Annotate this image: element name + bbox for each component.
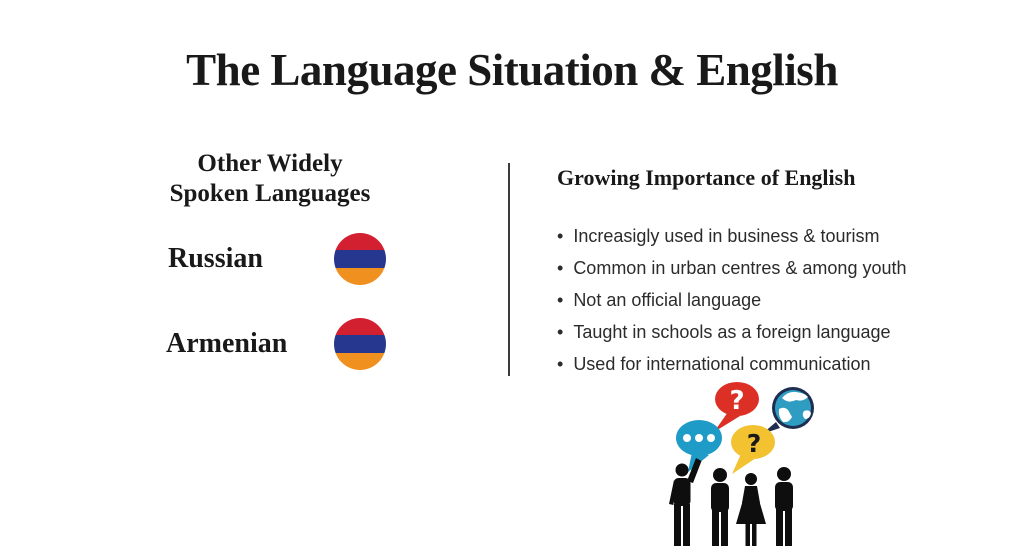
question-mark: ? [746,429,762,458]
person-waving-silhouette [669,458,702,546]
dot [707,434,715,442]
flag-stripe-blue [334,335,386,352]
armenian-flag-icon [334,233,386,285]
question-bubble-yellow-icon [731,425,775,474]
bullet-item: • Used for international communication [557,348,907,380]
language-label-russian: Russian [168,243,263,274]
bullet-list [557,220,907,380]
people-group-silhouette-icon [669,458,793,546]
left-column-heading [110,149,430,209]
column-divider [508,163,510,376]
question-bubble-red-icon [714,382,759,432]
armenian-flag-icon [334,318,386,370]
flag-stripe-red [334,318,386,335]
dot [683,434,691,442]
communication-illustration [648,378,828,553]
bullet-item: • Taught in schools as a foreign language [557,316,907,348]
globe-bubble-icon [762,387,814,434]
flag-stripe-orange [334,268,386,285]
flag-stripe-orange [334,353,386,370]
left-heading-line2: Spoken Languages [169,180,371,207]
question-mark: ? [729,386,745,416]
dot [695,434,703,442]
flag-stripe-red [334,233,386,250]
person-woman-silhouette [736,473,766,546]
person-man-silhouette [775,467,793,546]
slide-title: The Language Situation & English [186,45,838,95]
language-label-armenian: Armenian [166,328,288,359]
bullet-item: • Not an official language [557,284,907,316]
left-heading-line1: Other Widely [197,150,343,177]
bullet-item: • Increasigly used in business & tourism [557,220,907,252]
person-man-silhouette [711,468,729,546]
bullet-item: • Common in urban centres & among youth [557,252,907,284]
flag-stripe-blue [334,250,386,267]
right-column-heading: Growing Importance of English [557,165,856,190]
